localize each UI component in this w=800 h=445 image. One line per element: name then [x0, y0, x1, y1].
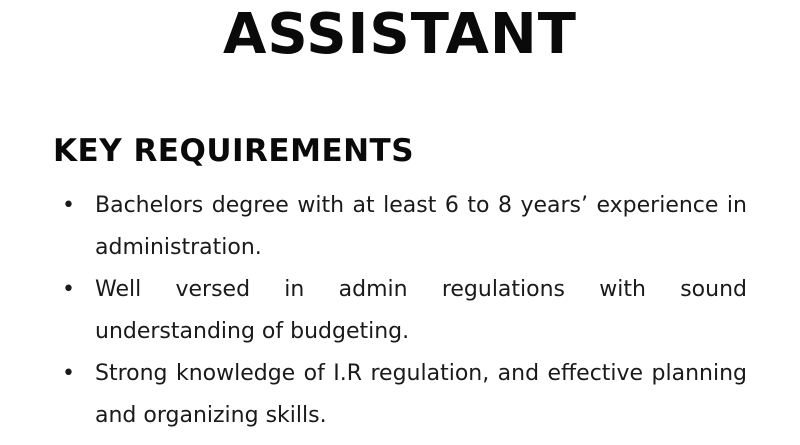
section-heading-key-requirements: KEY REQUIREMENTS — [53, 133, 415, 169]
bullet-icon: • — [62, 277, 75, 302]
page-title: ASSISTANT — [223, 2, 577, 67]
requirement-text: Bachelors degree with at least 6 to 8 years’ experience in administration. — [95, 193, 747, 260]
list-item — [62, 269, 747, 353]
bullet-icon: • — [62, 361, 75, 386]
requirements-list — [62, 185, 747, 437]
list-item — [62, 185, 747, 269]
requirement-text: Strong knowledge of I.R regulation, and effective planning and organizing skills. — [95, 361, 747, 428]
list-item — [62, 353, 747, 437]
bullet-icon: • — [62, 193, 75, 218]
requirement-text: Well versed in admin regulations with sound understanding of budgeting. — [95, 277, 747, 344]
